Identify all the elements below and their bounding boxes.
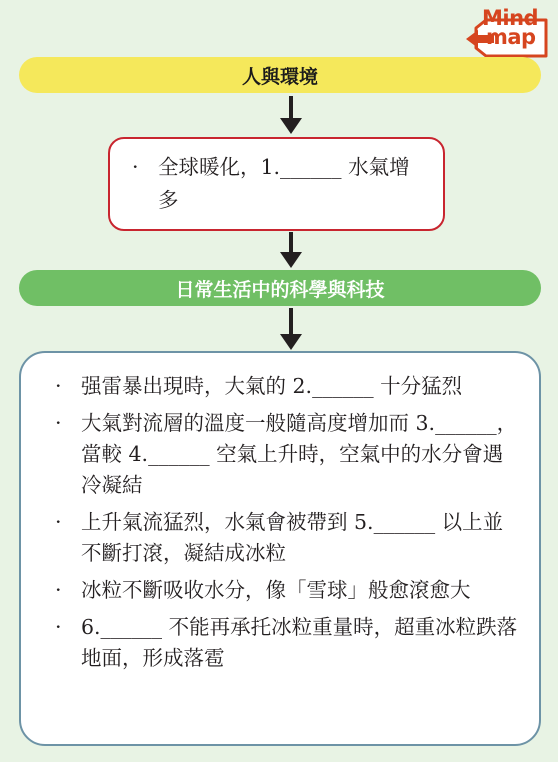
bullet: · [55,411,62,435]
banner-people-environment: 人與環境 [19,57,541,93]
bullet: · [55,578,62,602]
logo-line2: map [486,25,536,49]
arrow-down-icon [279,308,303,352]
item-text: 6.______ 不能再承托冰粒重量時，超重冰粒跌落地面，形成落雹 [81,615,518,670]
list-item [53,507,521,569]
bullet: · [55,510,62,534]
bullet: · [132,155,139,179]
list-item [53,371,521,402]
banner-science-technology: 日常生活中的科學與科技 [19,270,541,306]
item-text: 冰粒不斷吸收水分，像「雪球」般愈滾愈大 [81,578,471,602]
logo-line1: Mind [482,6,539,30]
item-text: 大氣對流層的溫度一般隨高度增加而 3.______，當較 4.______ 空氣上升時，空氣中的水分會遇冷凝結 [81,411,518,497]
arrow-down-icon [279,232,303,270]
list-item [130,151,427,217]
list-item [53,612,521,674]
item-text: 强雷暴出現時，大氣的 2.______ 十分猛烈 [81,374,463,398]
bullet: · [55,374,62,398]
global-warming-box [108,137,445,231]
list-item [53,408,521,501]
list-item [53,575,521,606]
arrow-down-icon [279,96,303,136]
bullet: · [55,615,62,639]
hailstorm-process-box [19,351,541,746]
item-text: 上升氣流猛烈，水氣會被帶到 5.______ 以上並不斷打滾，凝結成冰粒 [81,510,504,565]
item-text: 全球暖化，1.______ 水氣增多 [158,155,410,212]
